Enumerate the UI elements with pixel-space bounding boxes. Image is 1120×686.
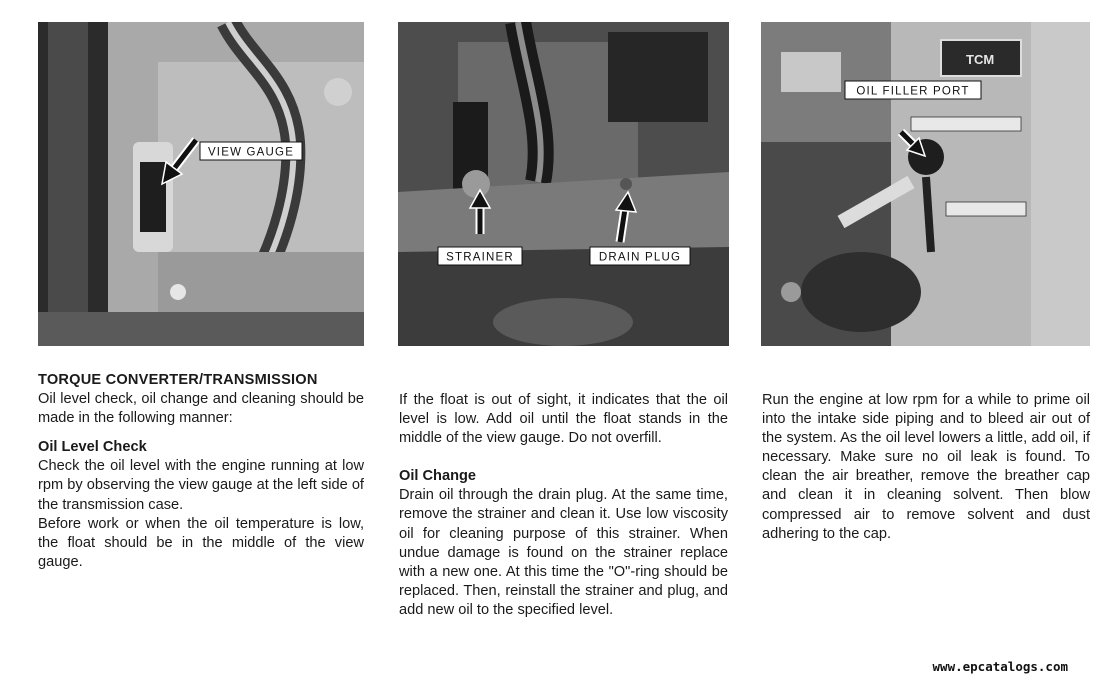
callout-strainer: STRAINER xyxy=(446,251,514,264)
oil-change-paragraph: Drain oil through the drain plug. At the same time, remove the strainer and clean it. Use low viscosity oil for cleaning purpose of this strainer. When undue damage is found on the strainer replace with a new one. At this time the "O"-ring should be replaced. Then, reinstall the strainer and plug, and add new oil to the specified level. xyxy=(399,487,728,618)
callout-view-gauge: VIEW GAUGE xyxy=(207,146,295,159)
engine-run-paragraph: Run the engine at low rpm for a while to prime oil into the intake side piping and to bleed air out of the system. As the oil level lowers a little, add oil, if necessary. Make sure no oil leak is found. To clean the air breather, remove the breather cap and clean it in cleaning solvent. Then blow compressed air to remove solvent and dust adhering to the cap. xyxy=(762,392,1090,542)
callout-oil-filler-port: OIL FILLER PORT xyxy=(856,85,970,98)
text-column-3 xyxy=(762,391,1090,544)
footer-url[interactable]: www.epcatalogs.com xyxy=(932,659,1068,674)
section-heading-oil-change: Oil Change xyxy=(399,468,477,485)
photo-strainer-drain-plug xyxy=(398,22,729,346)
text-column-1 xyxy=(38,371,364,572)
float-paragraph: If the float is out of sight, it indicates that the oil level is low. Add oil until the float stands in the middle of the view gauge. Do not overfill. xyxy=(399,392,728,447)
callout-drain-plug: DRAIN PLUG xyxy=(598,251,682,264)
oil-level-paragraph-2: Before work or when the oil temperature is low, the float should be in the middle of the view gauge. xyxy=(38,515,364,570)
intro-paragraph: Oil level check, oil change and cleaning should be made in the following manner: xyxy=(38,391,364,427)
oil-level-paragraph-1: Check the oil level with the engine running at low rpm by observing the view gauge at the left side of the transmission case. xyxy=(38,458,364,513)
nameplate-text: TCM xyxy=(966,52,995,67)
section-heading-torque-converter: TORQUE CONVERTER/TRANSMISSION xyxy=(38,372,318,388)
section-heading-oil-level-check: Oil Level Check xyxy=(38,439,147,456)
photo-oil-filler-port xyxy=(761,22,1090,346)
photo-view-gauge xyxy=(38,22,364,346)
text-column-2 xyxy=(399,391,728,620)
